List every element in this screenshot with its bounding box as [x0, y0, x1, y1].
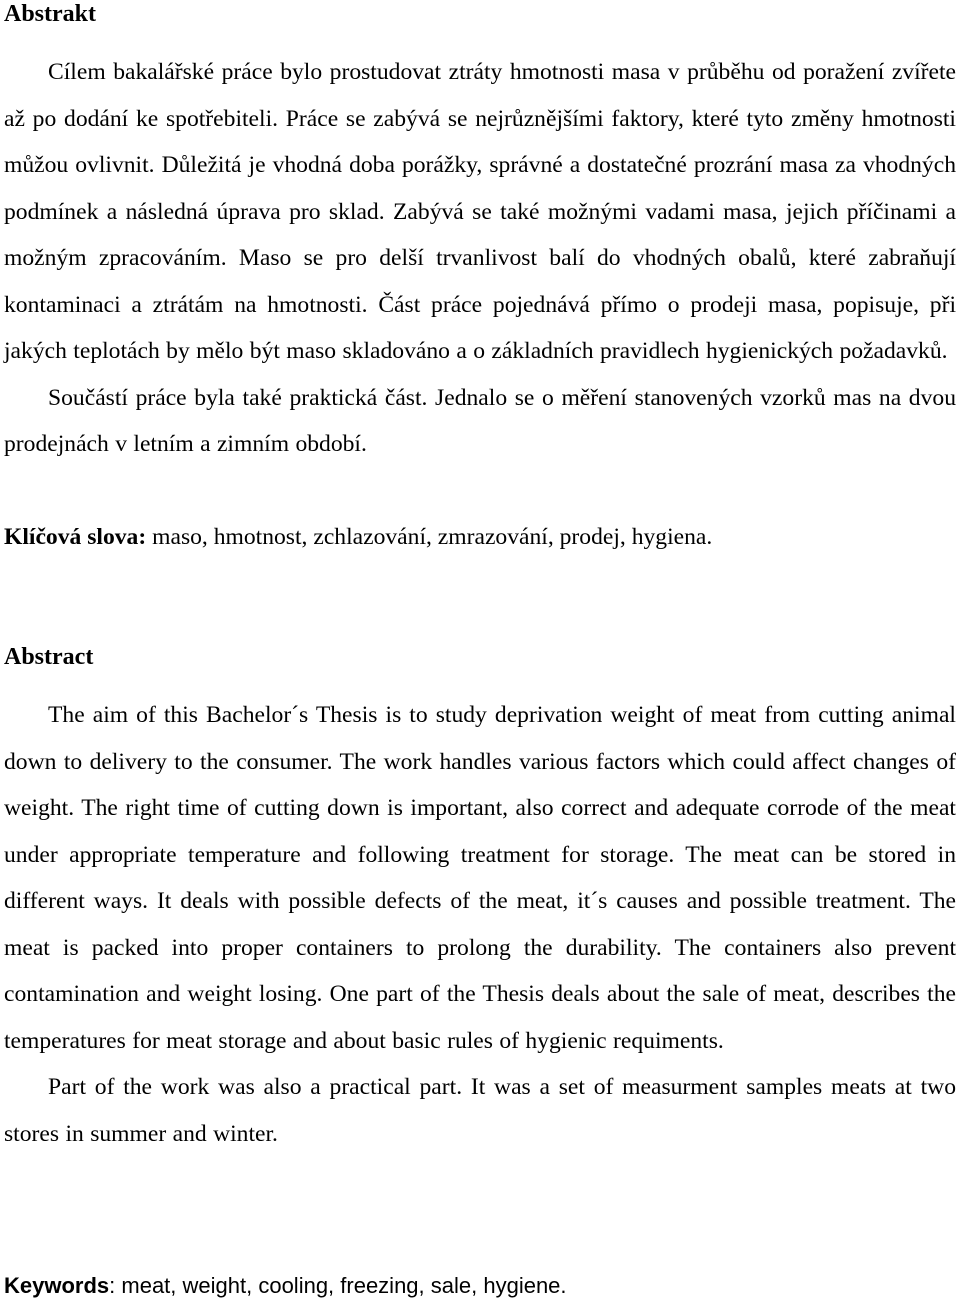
czech-paragraph-2: Součástí práce byla také praktická část. Jednalo se o měření stanovených vzorků mas na dvou prodejnách v letním a zimním období.: [4, 384, 956, 457]
czech-keywords-line: [4, 514, 956, 561]
czech-abstract-body: [4, 49, 956, 468]
english-keywords-values: : meat, weight, cooling, freezing, sale, hygiene.: [109, 1273, 567, 1298]
english-paragraph-2: Part of the work was also a practical part. It was a set of measurment samples meats at two stores in summer and winter.: [4, 1074, 956, 1147]
czech-keywords-values: maso, hmotnost, zchlazování, zmrazování, prodej, hygiena.: [146, 524, 713, 550]
english-keywords-label: Keywords: [4, 1273, 110, 1298]
english-keywords-line: [4, 1263, 956, 1310]
english-abstract-heading: Abstract: [4, 644, 94, 670]
english-paragraph-1: The aim of this Bachelor´s Thesis is to study deprivation weight of meat from cutting animal down to delivery to the consumer. The work handles various factors which could affect changes of weight. The right time of cutting down is important, also correct and adequate corrode of the meat under appropriate temperature and following treatment for storage. The meat can be stored in different ways. It deals with possible defects of the meat, it´s causes and possible treatment. The meat is packed into proper containers to prolong the durability. The containers also prevent contamination and weight losing. One part of the Thesis deals about the sale of meat, describes the temperatures for meat storage and about basic rules of hygienic requiments.: [4, 702, 956, 1054]
english-abstract-body: [4, 692, 956, 1157]
czech-keywords-label: Klíčová slova:: [4, 524, 147, 550]
czech-paragraph-1: Cílem bakalářské práce bylo prostudovat ztráty hmotnosti masa v průběhu od poražení zvířete až po dodání ke spotřebiteli. Práce se zabývá se nejrůznějšími faktory, které tyto změny hmotnosti můžou ovlivnit. Důležitá je vhodná doba porážky, správné a dostatečné prozrání masa za vhodných podmínek a následná úprava pro sklad. Zabývá se také možnými vadami masa, jejich příčinami a možným zpracováním. Maso se pro delší trvanlivost balí do vhodných obalů, které zabraňují kontaminaci a ztrátám na hmotnosti. Část práce pojednává přímo o prodeji masa, popisuje, při jakých teplotách by mělo být maso skladováno a o základních pravidlech hygienických požadavků.: [4, 59, 956, 364]
czech-abstract-heading: Abstrakt: [4, 1, 97, 27]
